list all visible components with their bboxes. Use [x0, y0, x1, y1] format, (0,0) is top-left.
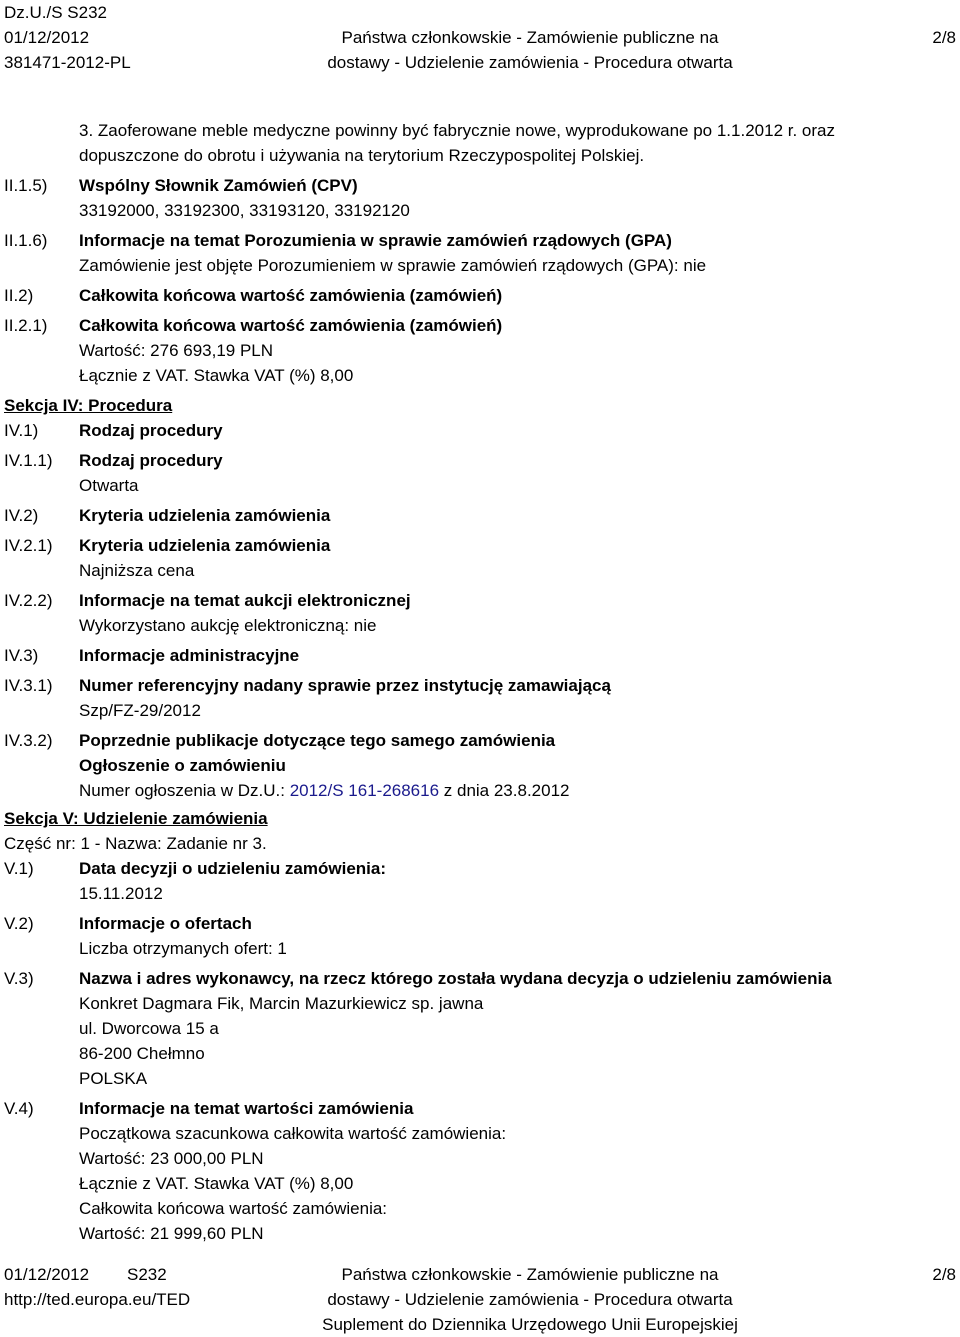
- footer-title-line1: Państwa członkowskie - Zamówienie publiczne na: [341, 1265, 719, 1284]
- cpv-codes: 33192000, 33192300, 33193120, 33192120: [79, 201, 410, 220]
- header-page-number: 2/8: [932, 28, 956, 47]
- header-date: 01/12/2012: [4, 28, 90, 47]
- section-number: IV.2): [4, 506, 39, 525]
- e-auction-heading: Informacje na temat aukcji elektronicznej: [79, 591, 411, 610]
- footer-date: 01/12/2012: [4, 1265, 90, 1284]
- publication-link[interactable]: 2012/S 161-268616: [289, 781, 440, 800]
- total-value: Wartość: 276 693,19 PLN: [79, 341, 274, 360]
- section-number: II.2): [4, 286, 34, 305]
- notice-id: 381471-2012-PL: [4, 53, 131, 72]
- header-left: [4, 0, 131, 75]
- lot-part: Część nr: 1 - Nazwa: Zadanie nr 3.: [4, 834, 267, 853]
- gpa-heading: Informacje na temat Porozumienia w sprawie zamówień rządowych (GPA): [79, 231, 672, 250]
- contractor-country: POLSKA: [79, 1069, 148, 1088]
- initial-estimate-label: Początkowa szacunkowa całkowita wartość zamówienia:: [79, 1124, 507, 1143]
- contract-notice-heading: Ogłoszenie o zamówieniu: [79, 756, 286, 775]
- publication-suffix: z dnia 23.8.2012: [439, 781, 570, 800]
- offers-heading: Informacje o ofertach: [79, 914, 252, 933]
- section-number: II.2.1): [4, 316, 48, 335]
- section-number: IV.3.2): [4, 731, 53, 750]
- admin-info-heading: Informacje administracyjne: [79, 646, 300, 665]
- intro-line2: dopuszczone do obrotu i używania na terytorium Rzeczypospolitej Polskiej.: [79, 146, 645, 165]
- procedure-type-value: Otwarta: [79, 476, 139, 495]
- section-number: IV.1): [4, 421, 39, 440]
- section-number: IV.2.1): [4, 536, 53, 555]
- award-criteria-heading: Kryteria udzielenia zamówienia: [79, 506, 331, 525]
- section-number: V.1): [4, 859, 34, 878]
- section-iv-title: Sekcja IV: Procedura: [4, 396, 173, 415]
- vat-info: Łącznie z VAT. Stawka VAT (%) 8,00: [79, 366, 354, 385]
- total-value-heading: Całkowita końcowa wartość zamówienia (zamówień): [79, 286, 503, 305]
- section-number: IV.1.1): [4, 451, 53, 470]
- section-number: II.1.5): [4, 176, 48, 195]
- section-number: V.2): [4, 914, 34, 933]
- contract-value-heading: Informacje na temat wartości zamówienia: [79, 1099, 414, 1118]
- footer-title: [290, 1262, 770, 1337]
- final-value-label: Całkowita końcowa wartość zamówienia:: [79, 1199, 388, 1218]
- previous-publications-heading: Poprzednie publikacje dotyczące tego samego zamówienia: [79, 731, 556, 750]
- initial-vat-info: Łącznie z VAT. Stawka VAT (%) 8,00: [79, 1174, 354, 1193]
- section-number: V.3): [4, 969, 34, 988]
- header-title-line2: dostawy - Udzielenie zamówienia - Procedura otwarta: [327, 53, 733, 72]
- contractor-name: Konkret Dagmara Fik, Marcin Mazurkiewicz sp. jawna: [79, 994, 484, 1013]
- footer-title-line3: Suplement do Dziennika Urzędowego Unii Europejskiej: [322, 1315, 738, 1334]
- footer-title-line2: dostawy - Udzielenie zamówienia - Procedura otwarta: [327, 1290, 733, 1309]
- contractor-street: ul. Dworcowa 15 a: [79, 1019, 219, 1038]
- section-v-title: Sekcja V: Udzielenie zamówienia: [4, 809, 268, 828]
- section-number: V.4): [4, 1099, 34, 1118]
- section-number: IV.3.1): [4, 676, 53, 695]
- final-value: Wartość: 21 999,60 PLN: [79, 1224, 264, 1243]
- intro-line1: 3. Zaoferowane meble medyczne powinny być fabrycznie nowe, wyprodukowane po 1.1.2012 r. oraz: [79, 121, 835, 140]
- procedure-type-heading: Rodzaj procedury: [79, 421, 223, 440]
- reference-number: Szp/FZ-29/2012: [79, 701, 201, 720]
- contractor-city: 86-200 Chełmno: [79, 1044, 205, 1063]
- footer-url[interactable]: http://ted.europa.eu/TED: [4, 1290, 191, 1309]
- gpa-text: Zamówienie jest objęte Porozumieniem w sprawie zamówień rządowych (GPA): nie: [79, 256, 707, 275]
- footer-series: S232: [127, 1265, 167, 1284]
- initial-estimate-value: Wartość: 23 000,00 PLN: [79, 1149, 264, 1168]
- offers-count: Liczba otrzymanych ofert: 1: [79, 939, 287, 958]
- cpv-heading: Wspólny Słownik Zamówień (CPV): [79, 176, 358, 195]
- publication-prefix: Numer ogłoszenia w Dz.U.:: [79, 781, 290, 800]
- footer-page-number: 2/8: [932, 1265, 956, 1284]
- award-date-heading: Data decyzji o udzieleniu zamówienia:: [79, 859, 387, 878]
- publication-reference: [79, 781, 570, 801]
- award-criteria-value: Najniższa cena: [79, 561, 195, 580]
- e-auction-value: Wykorzystano aukcję elektroniczną: nie: [79, 616, 377, 635]
- section-number: IV.3): [4, 646, 39, 665]
- section-number: II.1.6): [4, 231, 48, 250]
- journal-ref: Dz.U./S S232: [4, 3, 107, 22]
- header-title: [290, 25, 770, 75]
- contractor-heading: Nazwa i adres wykonawcy, na rzecz którego została wydana decyzja o udzieleniu zamówienia: [79, 969, 832, 988]
- total-value-subheading: Całkowita końcowa wartość zamówienia (zamówień): [79, 316, 503, 335]
- procedure-type-subheading: Rodzaj procedury: [79, 451, 223, 470]
- header-title-line1: Państwa członkowskie - Zamówienie publiczne na: [341, 28, 719, 47]
- reference-number-heading: Numer referencyjny nadany sprawie przez instytucję zamawiającą: [79, 676, 611, 695]
- award-date: 15.11.2012: [79, 884, 163, 903]
- section-number: IV.2.2): [4, 591, 53, 610]
- award-criteria-subheading: Kryteria udzielenia zamówienia: [79, 536, 331, 555]
